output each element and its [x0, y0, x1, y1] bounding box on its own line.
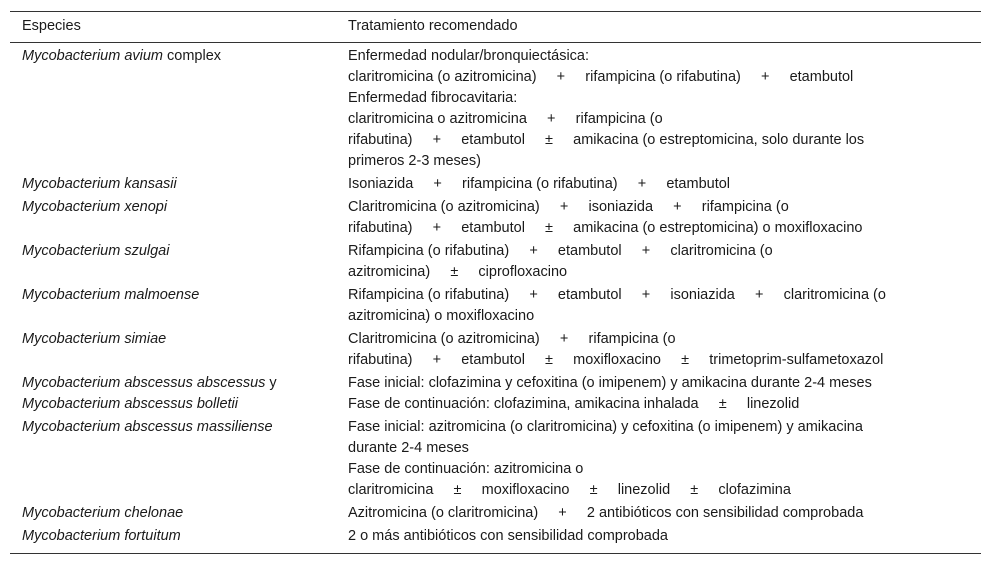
- table-row: [10, 240, 981, 284]
- treatment-cell: [336, 173, 981, 196]
- species-cell: [10, 328, 336, 372]
- treatment-cell: [336, 502, 981, 525]
- table-row: [10, 502, 981, 525]
- treatment-cell: [336, 328, 981, 372]
- species-name-italic: Mycobacterium szulgai: [22, 243, 170, 259]
- treatment-cell: [336, 240, 981, 284]
- species-name: [22, 174, 324, 195]
- species-cell: [10, 372, 336, 416]
- species-cell: [10, 502, 336, 525]
- table-header: [10, 12, 981, 43]
- table-row: [10, 525, 981, 554]
- table-row: [10, 173, 981, 196]
- species-name: [22, 503, 324, 524]
- species-name: [22, 417, 324, 438]
- species-name-italic: Mycobacterium simiae: [22, 331, 167, 347]
- treatment-line: claritromicina ± moxifloxacino ± linezolid ± clofazimina: [348, 482, 791, 498]
- treatment-cell: [336, 43, 981, 174]
- table-row: [10, 416, 981, 502]
- treatment-cell: [336, 525, 981, 554]
- species-name-suffix: y: [265, 375, 277, 391]
- species-name-italic: Mycobacterium abscessus abscessus: [22, 375, 266, 391]
- treatment-cell: [336, 416, 981, 502]
- header-species: Especies: [10, 12, 336, 43]
- treatment-line: durante 2-4 meses: [348, 440, 469, 456]
- treatment-cell: [336, 196, 981, 240]
- treatment-line: primeros 2-3 meses): [348, 153, 481, 169]
- table-row: [10, 43, 981, 174]
- treatment-line: 2 o más antibióticos con sensibilidad comprobada: [348, 528, 668, 544]
- treatment-line: Isoniazida + rifampicina (o rifabutina) + etambutol: [348, 176, 731, 192]
- table-row: [10, 284, 981, 328]
- species-cell: [10, 240, 336, 284]
- treatment-line: azitromicina) ± ciprofloxacino: [348, 264, 568, 280]
- species-name: [22, 285, 324, 306]
- species-name: [22, 373, 324, 394]
- table-body: [10, 43, 981, 554]
- species-name: [22, 197, 324, 218]
- species-name: [22, 329, 324, 350]
- species-cell: [10, 284, 336, 328]
- species-name-suffix: complex: [163, 48, 222, 64]
- table-row: [10, 328, 981, 372]
- header-row: [10, 12, 981, 43]
- treatment-line: Fase de continuación: azitromicina o: [348, 461, 584, 477]
- species-name-italic: Mycobacterium xenopi: [22, 199, 168, 215]
- species-name-italic: Mycobacterium fortuitum: [22, 528, 181, 544]
- species-cell: [10, 173, 336, 196]
- treatment-table-container: [10, 11, 981, 554]
- table-row: [10, 372, 981, 416]
- treatment-line: claritromicina (o azitromicina) + rifampicina (o rifabutina) + etambutol: [348, 69, 854, 85]
- treatment-line: claritromicina o azitromicina + rifampicina (o: [348, 111, 663, 127]
- treatment-line: Rifampicina (o rifabutina) + etambutol + claritromicina (o: [348, 243, 773, 259]
- treatment-line: Fase inicial: clofazimina y cefoxitina (o imipenem) y amikacina durante 2-4 meses: [348, 375, 872, 391]
- species-name-italic: Mycobacterium avium: [22, 48, 164, 64]
- species-name-italic: Mycobacterium abscessus massiliense: [22, 419, 273, 435]
- treatment-line: Azitromicina (o claritromicina) + 2 antibióticos con sensibilidad comprobada: [348, 505, 864, 521]
- species-name-italic: Mycobacterium abscessus bolletii: [22, 396, 238, 412]
- species-name: [22, 394, 324, 415]
- treatment-cell: [336, 284, 981, 328]
- species-name: [22, 526, 324, 547]
- header-treatment: Tratamiento recomendado: [336, 12, 981, 43]
- treatment-line: Fase inicial: azitromicina (o claritromicina) y cefoxitina (o imipenem) y amikacina: [348, 419, 863, 435]
- table-row: [10, 196, 981, 240]
- treatment-line: Claritromicina (o azitromicina) + rifampicina (o: [348, 331, 676, 347]
- species-cell: [10, 416, 336, 502]
- treatment-cell: [336, 372, 981, 416]
- treatment-table: [10, 11, 981, 554]
- treatment-line: rifabutina) + etambutol ± moxifloxacino ± trimetoprim-sulfametoxazol: [348, 352, 884, 368]
- species-cell: [10, 43, 336, 174]
- treatment-line: Fase de continuación: clofazimina, amikacina inhalada ± linezolid: [348, 396, 800, 412]
- species-name-italic: Mycobacterium malmoense: [22, 287, 200, 303]
- species-name-italic: Mycobacterium kansasii: [22, 176, 177, 192]
- treatment-line: Enfermedad nodular/bronquiectásica:: [348, 48, 590, 64]
- treatment-line: azitromicina) o moxifloxacino: [348, 308, 535, 324]
- species-name-italic: Mycobacterium chelonae: [22, 505, 184, 521]
- treatment-line: Rifampicina (o rifabutina) + etambutol + isoniazida + claritromicina (o: [348, 287, 886, 303]
- treatment-line: Enfermedad fibrocavitaria:: [348, 90, 518, 106]
- species-cell: [10, 196, 336, 240]
- species-cell: [10, 525, 336, 554]
- species-name: [22, 46, 324, 67]
- treatment-line: Claritromicina (o azitromicina) + isoniazida + rifampicina (o: [348, 199, 789, 215]
- species-name: [22, 241, 324, 262]
- treatment-line: rifabutina) + etambutol ± amikacina (o estreptomicina) o moxifloxacino: [348, 220, 863, 236]
- treatment-line: rifabutina) + etambutol ± amikacina (o estreptomicina, solo durante los: [348, 132, 865, 148]
